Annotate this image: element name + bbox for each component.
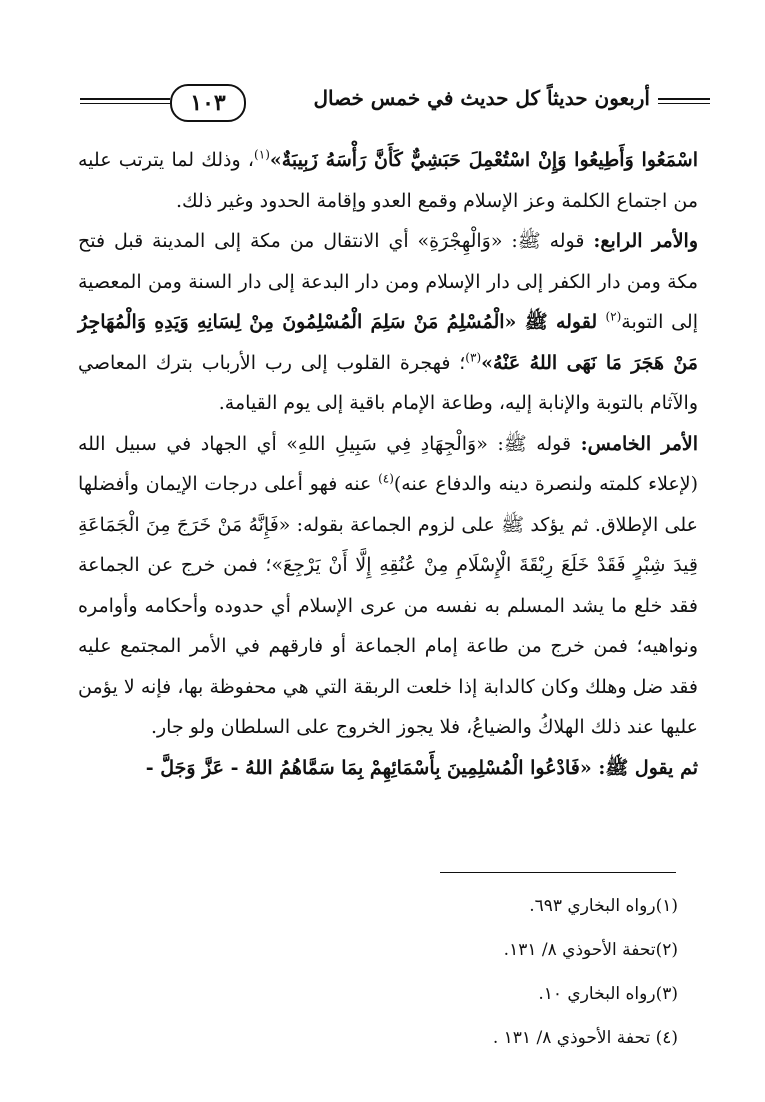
hadith-quote: اسْمَعُوا وَأَطِيعُوا وَإِنْ اسْتُعْمِلَ حَبَشِيٌّ كَأَنَّ رَأْسَهُ زَبِيبَةٌ» [269,149,698,171]
footnote-3: (٣)رواه البخاري ١٠. [538,984,678,1004]
paragraph-1 [78,140,698,221]
paragraph-text: قوله ﷺ: «وَالْهِجْرَةِ» أي الانتقال من مكة إلى المدينة قبل فتح مكة ومن دار الكفر إلى دار الإسلام ومن دار البدعة إلى دار السنة ومن المعصية إلى التوبة [78,230,698,333]
footnote-ref: (٢) [605,309,622,324]
paragraph-text: ؛ فهجرة القلوب إلى رب الأرباب بترك المعاصي والآثام بالتوبة والإنابة إليه، وطاعة الإمام باقية إلى يوم القيامة. [78,351,698,414]
header-rule-right [658,98,710,104]
paragraph-text: قوله ﷺ: «وَالْجِهَادِ فِي سَبِيلِ اللهِ» أي الجهاد في سبيل الله (لإعلاء كلمته ولنصرة دينه والدفاع عنه) [78,432,698,495]
running-title: أربعون حديثاً كل حديث في خمس خصال [313,86,650,110]
page-header [70,84,710,124]
main-text [78,140,698,788]
header-rule-left [80,98,170,104]
paragraph-3 [78,424,698,748]
footnote-ref: (٣) [465,350,482,365]
footnote-ref: (٤) [378,471,394,486]
footnote-separator [440,872,676,873]
section-lead: والأمر الرابع: [593,230,698,252]
paragraph-text: ، وذلك لما يترتب عليه من اجتماع الكلمة وعز الإسلام وقمع العدو وإقامة الحدود وغير ذلك. [78,149,698,212]
paragraph-2 [78,221,698,424]
paragraph-text: عنه فهو أعلى درجات الإيمان وأفضلها على الإطلاق. ثم يؤكد ﷺ على لزوم الجماعة بقوله: «فَإِنَّهُ مَنْ خَرَجَ مِنَ الْجَمَاعَةِ قِيدَ شِبْرٍ فَقَدْ خَلَعَ رِبْقَةَ الْإِسْلَامِ مِنْ عُنُقِهِ إِلَّا أَنْ يَرْجِعَ»؛ فمن خرج عن الجماعة فقد خلع ما يشد المسلم به نفسه من عرى الإسلام أي حدوده وأحكامه وأوامره ونواهيه؛ فمن خرج من طاعة إمام الجماعة أو فارقهم في الأمر المجتمع عليه فقد ضل وهلك وكان كالدابة إذا خلعت الربقة التي هي محفوظة بها، فإنه لا يؤمن عليها عند ذلك الهلاكُ والضياعُ، فلا يجوز الخروج على السلطان ولو جار. [78,473,698,738]
footnote-4: (٤) تحفة الأحوذي ٨/ ١٣١ . [492,1028,678,1048]
footnote-1: (١)رواه البخاري ٦٩٣. [529,896,678,916]
footnotes [78,886,678,1062]
page-number: ١٠٣ [170,84,246,122]
paragraph-4 [78,748,698,789]
hadith-quote: لقوله ﷺ «الْمُسْلِمُ مَنْ سَلِمَ الْمُسْلِمُونَ مِنْ لِسَانِهِ وَيَدِهِ وَالْمُهَاجِرُ مَنْ هَجَرَ مَا نَهَى اللهُ عَنْهُ» [78,311,698,374]
footnote-ref: (١) [254,147,270,162]
section-lead: الأمر الخامس: [580,432,698,455]
hadith-quote: ثم يقول ﷺ: «فَادْعُوا الْمُسْلِمِينَ بِأَسْمَائِهِمْ بِمَا سَمَّاهُمُ اللهُ - عَزَّ وَجَلَّ - [145,756,698,779]
footnote-2: (٢)تحفة الأحوذي ٨/ ١٣١. [503,940,678,960]
